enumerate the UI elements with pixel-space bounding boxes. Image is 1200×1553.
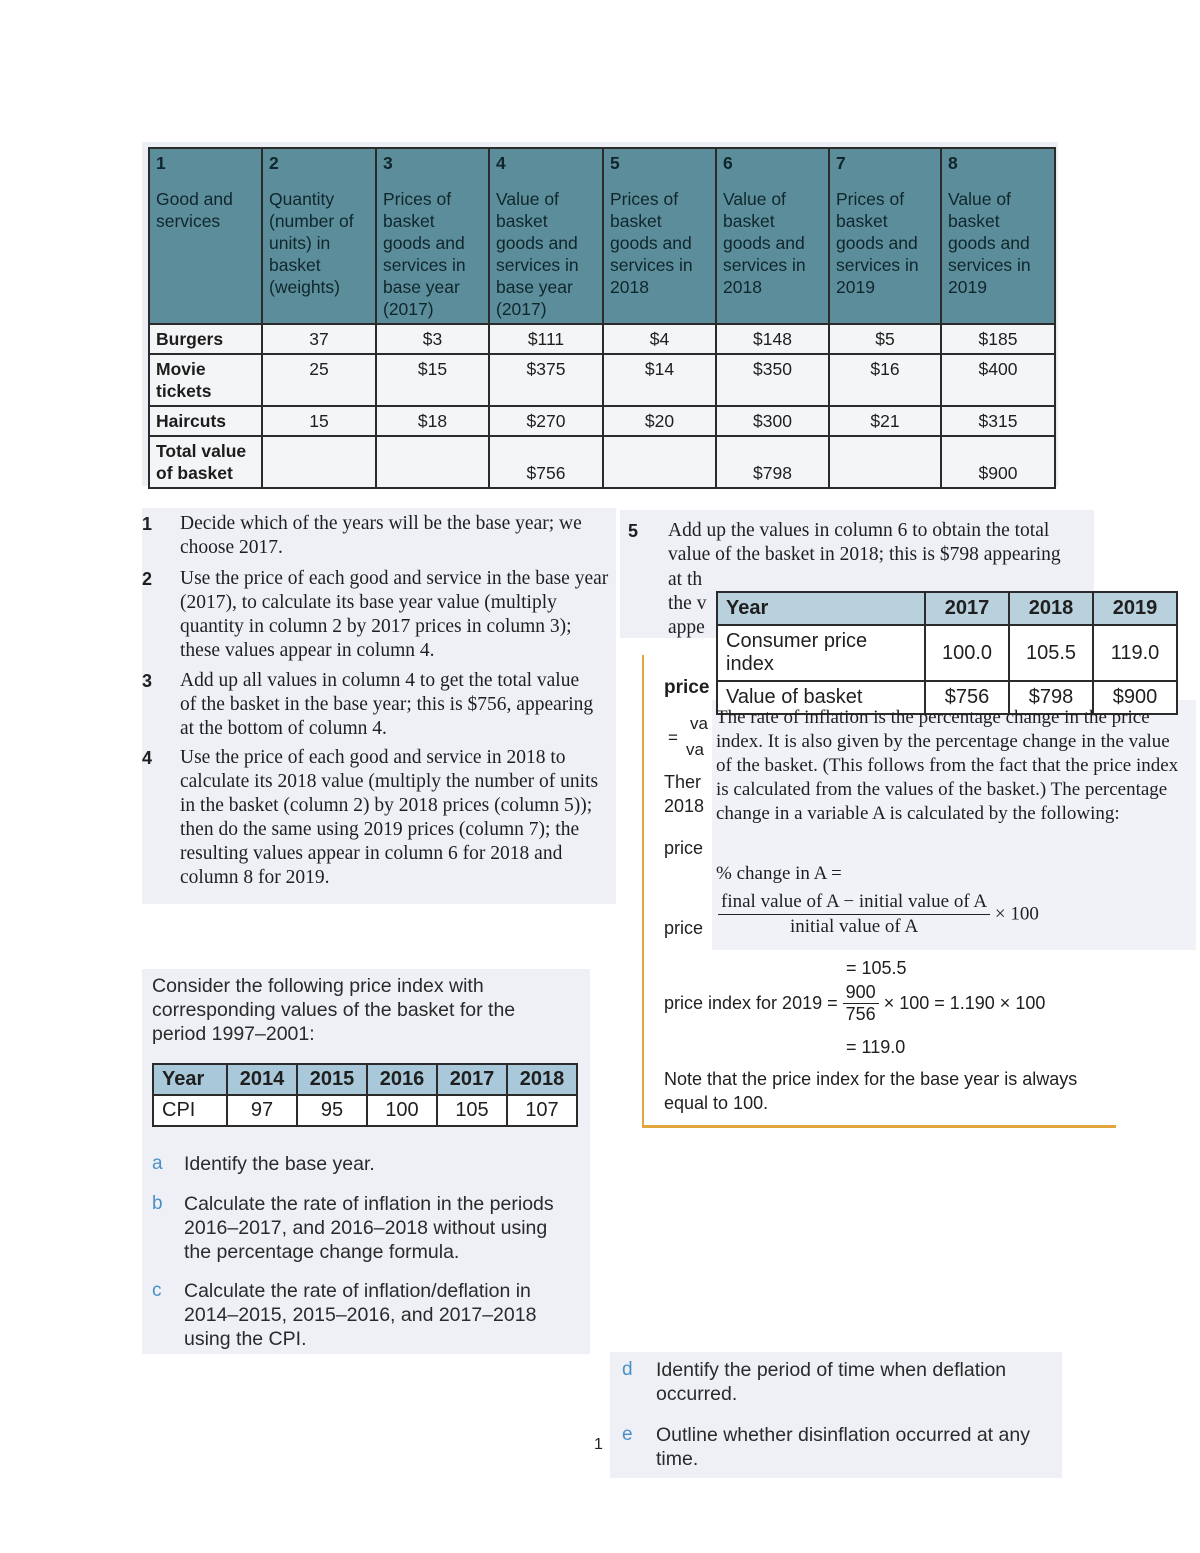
- table-cell: $185: [941, 324, 1055, 354]
- table-cell: $16: [829, 354, 941, 406]
- question-letter: c: [152, 1280, 162, 1301]
- table-cell: 119.0: [1093, 625, 1177, 681]
- box-fragment: va: [686, 740, 704, 759]
- table-cell: Haircuts: [149, 406, 262, 436]
- box-fragment: 2018: [664, 796, 705, 816]
- table-cell: Consumer price index: [717, 625, 925, 681]
- box-fragment: price: [664, 677, 710, 698]
- question-cpi-table: [152, 1063, 578, 1127]
- table-cell: 100: [367, 1095, 437, 1126]
- table-cell: Burgers: [149, 324, 262, 354]
- table-cell: 97: [227, 1095, 297, 1126]
- question-intro: Consider the following price index with corresponding values of the basket for the period 1997–2001:: [152, 975, 516, 1045]
- table-cell: $798: [716, 436, 829, 488]
- question-c-text: Calculate the rate of inflation/deflation in 2014–2015, 2015–2016, and 2017–2018 using the CPI.: [184, 1280, 537, 1350]
- box-fragment: va: [690, 714, 708, 733]
- table-row: [717, 625, 1177, 681]
- col-header-5: 5 Prices of basket goods and services in 2018: [603, 148, 716, 324]
- calc-label-2019: price index for 2019 =: [664, 993, 838, 1013]
- table-header-cell: 2018: [1009, 592, 1093, 625]
- step-5-fragment: the v: [668, 593, 707, 614]
- percent-change-label: % change in A =: [716, 863, 842, 884]
- calc-rest: × 100 = 1.190 × 100: [883, 993, 1046, 1013]
- col-header-7: 7 Prices of basket goods and services in 2019: [829, 148, 941, 324]
- col-header-1: 1 Good and services: [149, 148, 262, 324]
- table-cell: $21: [829, 406, 941, 436]
- table-header-cell: 2017: [437, 1064, 507, 1095]
- table-cell: $350: [716, 354, 829, 406]
- table-cell: $15: [376, 354, 489, 406]
- table-header-cell: 2018: [507, 1064, 577, 1095]
- col-header-4: 4 Value of basket goods and services in base year (2017): [489, 148, 603, 324]
- question-letter: e: [622, 1424, 633, 1445]
- step-number: 2: [142, 569, 153, 589]
- table-cell: $4: [603, 324, 716, 354]
- question-letter: d: [622, 1359, 633, 1380]
- table-cell: 25: [262, 354, 376, 406]
- percent-change-formula: [718, 890, 1039, 939]
- basket-table: [148, 147, 1056, 489]
- table-cell: 37: [262, 324, 376, 354]
- box-fragment: price: [664, 918, 704, 938]
- question-letter: b: [152, 1193, 163, 1214]
- base-year-note: Note that the price index for the base year is always equal to 100.: [664, 1069, 1078, 1113]
- table-cell: $400: [941, 354, 1055, 406]
- step-text: Decide which of the years will be the base year; we choose 2017.: [180, 513, 582, 558]
- inflation-explanation: The rate of inflation is the percentage change in the price index. It is also given by the percentage change in the value of the basket. (This follows from the fact that the price index is calculated from the values of the basket.) The percentage change in a variable A is calculated by the following:: [716, 707, 1179, 824]
- page-number: 1: [594, 1436, 603, 1453]
- col-header-2: 2 Quantity (number of units) in basket (weights): [262, 148, 376, 324]
- table-header-cell: Year: [717, 592, 925, 625]
- formula-times-100: × 100: [994, 903, 1039, 925]
- table-cell: $756: [489, 436, 603, 488]
- step-text: Add up the values in column 6 to obtain the total value of the basket in 2018; this is $798 appearing: [668, 520, 1061, 565]
- basket-table-panel: [142, 142, 1058, 486]
- step-number: 1: [142, 514, 153, 534]
- table-cell: Value of basket: [717, 681, 925, 714]
- table-row: [149, 324, 1055, 354]
- calc-denominator: 756: [845, 1004, 876, 1024]
- table-cell: $756: [925, 681, 1009, 714]
- question-letter: a: [152, 1153, 163, 1174]
- step-number: 4: [142, 748, 153, 768]
- box-fragment: =: [668, 728, 678, 747]
- table-cell: 95: [297, 1095, 367, 1126]
- step-text: Use the price of each good and service in the base year (2017), to calculate its base year value (multiply quantity in column 2 by 2017 prices in column 3); these values appear in column 4.: [180, 568, 609, 661]
- table-cell: $20: [603, 406, 716, 436]
- col-header-3: 3 Prices of basket goods and services in base year (2017): [376, 148, 489, 324]
- calc-result-2018: = 105.5: [846, 958, 907, 978]
- calc-fraction: [843, 982, 879, 1025]
- table-cell: $375: [489, 354, 603, 406]
- table-header-cell: Year: [153, 1064, 227, 1095]
- step-5-fragment: at th: [668, 569, 703, 590]
- table-cell: $315: [941, 406, 1055, 436]
- table-header-cell: 2015: [297, 1064, 367, 1095]
- question-b-text: Calculate the rate of inflation in the periods 2016–2017, and 2016–2018 without using the percentage change formula.: [184, 1193, 554, 1263]
- table-cell: 105.5: [1009, 625, 1093, 681]
- table-cell: $14: [603, 354, 716, 406]
- table-cell: 105: [437, 1095, 507, 1126]
- formula-fraction: [718, 890, 990, 939]
- table-header-cell: 2016: [367, 1064, 437, 1095]
- step-number: 5: [628, 521, 639, 541]
- table-header-row: [153, 1064, 577, 1095]
- table-cell: $3: [376, 324, 489, 354]
- calc-result-2019: = 119.0: [846, 1037, 906, 1057]
- table-cell: [603, 436, 716, 488]
- table-cell: $900: [1093, 681, 1177, 714]
- table-cell: Total value of basket: [149, 436, 262, 488]
- table-cell: $111: [489, 324, 603, 354]
- table-row: [149, 406, 1055, 436]
- question-a-text: Identify the base year.: [184, 1153, 375, 1175]
- formula-denominator: initial value of A: [789, 916, 919, 937]
- box-fragment: price: [664, 838, 704, 858]
- question-d-text: Identify the period of time when deflation occurred.: [656, 1359, 1007, 1405]
- table-row: [153, 1095, 577, 1126]
- table-cell: 107: [507, 1095, 577, 1126]
- cpi-summary-table: [716, 591, 1178, 715]
- step-text: Add up all values in column 4 to get the total value of the basket in the base year; this is $756, appearing at the bottom of column 4.: [180, 670, 594, 739]
- table-cell: [829, 436, 941, 488]
- basket-header-row: [149, 148, 1055, 324]
- table-row-total: [149, 436, 1055, 488]
- step-5-fragment: appe: [668, 617, 705, 638]
- table-header-cell: 2017: [925, 592, 1009, 625]
- step-number: 3: [142, 671, 153, 691]
- formula-numerator: final value of A − initial value of A: [718, 890, 990, 915]
- table-header-cell: 2014: [227, 1064, 297, 1095]
- table-cell: [262, 436, 376, 488]
- calc-2019: [664, 982, 1045, 1025]
- table-header-row: [717, 592, 1177, 625]
- table-cell: CPI: [153, 1095, 227, 1126]
- table-cell: $270: [489, 406, 603, 436]
- col-header-8: 8 Value of basket goods and services in 2019: [941, 148, 1055, 324]
- box-fragment: Ther: [664, 772, 702, 792]
- table-cell: $798: [1009, 681, 1093, 714]
- table-cell: $5: [829, 324, 941, 354]
- question-e-text: Outline whether disinflation occurred at any time.: [656, 1424, 1030, 1470]
- table-cell: $300: [716, 406, 829, 436]
- col-header-6: 6 Value of basket goods and services in 2018: [716, 148, 829, 324]
- table-cell: $18: [376, 406, 489, 436]
- calc-numerator: 900: [843, 982, 879, 1004]
- table-cell: [376, 436, 489, 488]
- table-cell: 15: [262, 406, 376, 436]
- table-row: [149, 354, 1055, 406]
- table-cell: $148: [716, 324, 829, 354]
- table-header-cell: 2019: [1093, 592, 1177, 625]
- step-text: Use the price of each good and service in 2018 to calculate its 2018 value (multiply the number of units in the basket (column 2) by 2018 prices (column 5)); then do the same using 2019 prices (column 7); the resulting values appear in column 6 for 2018 and column 8 for 2019.: [180, 747, 599, 888]
- table-cell: Movie tickets: [149, 354, 262, 406]
- table-cell: 100.0: [925, 625, 1009, 681]
- table-cell: $900: [941, 436, 1055, 488]
